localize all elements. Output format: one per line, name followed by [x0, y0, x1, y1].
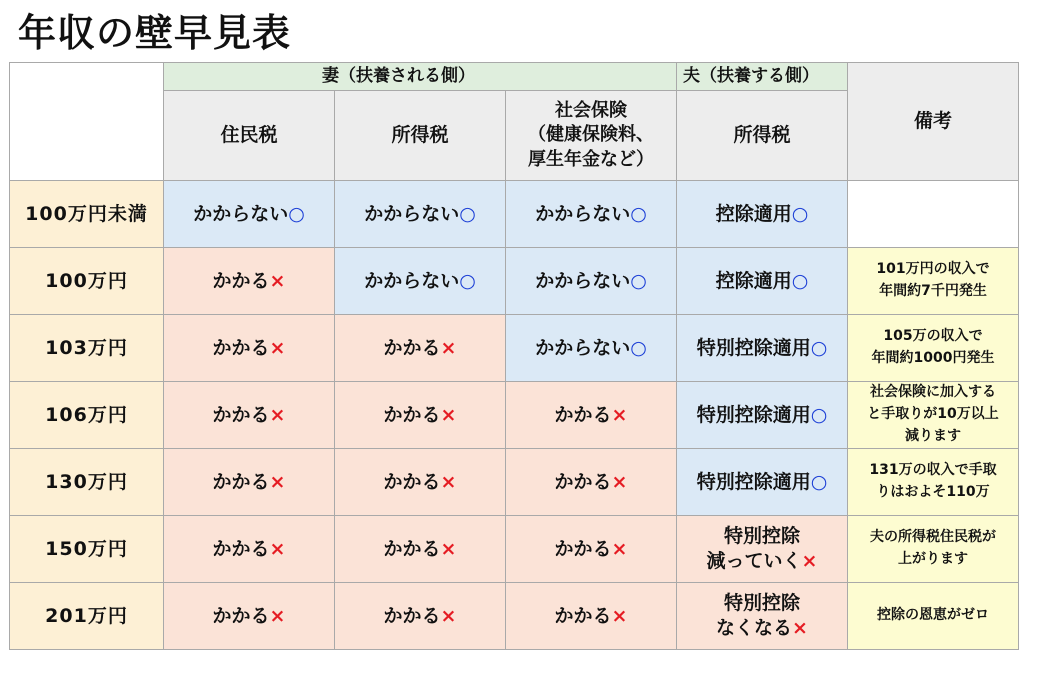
- social-insurance-cell: [506, 516, 677, 583]
- table-row: [10, 248, 1019, 315]
- income-tax-cell: [335, 583, 506, 650]
- circle-mark-icon: ○: [630, 202, 647, 225]
- circle-mark-icon: ○: [459, 269, 476, 292]
- resident-tax-cell-text: かかる: [212, 403, 270, 426]
- circle-mark-icon: ○: [459, 202, 476, 225]
- husband-deduction-line-1: 控除適用: [715, 269, 792, 292]
- income-tax-cell: [335, 315, 506, 382]
- income-wall-table: [9, 62, 1019, 650]
- social-insurance-line-3: 厚生年金など）: [528, 148, 654, 170]
- income-tax-cell: [335, 449, 506, 516]
- social-insurance-cell-text: かかる: [554, 604, 612, 627]
- remark-line-3: 減ります: [905, 427, 961, 444]
- income-level-label: 100万円: [45, 269, 128, 292]
- remarks-cell: [848, 583, 1019, 650]
- income-level-label: 100万円未満: [25, 202, 148, 225]
- resident-tax-cell: [164, 315, 335, 382]
- social-insurance-cell: [506, 449, 677, 516]
- circle-mark-icon: ○: [630, 336, 647, 359]
- remark-line-2: りはおよそ110万: [876, 484, 990, 500]
- social-insurance-cell: [506, 181, 677, 248]
- husband-deduction-cell: [677, 516, 848, 583]
- resident-tax-cell: [164, 449, 335, 516]
- cross-mark-icon: ×: [611, 604, 628, 627]
- income-level-cell: [10, 315, 164, 382]
- column-header-income-tax: 所得税: [335, 91, 506, 181]
- resident-tax-cell: [164, 583, 335, 650]
- remark-line-2: 上がります: [898, 551, 968, 567]
- income-level-label: 103万円: [45, 336, 128, 359]
- income-tax-cell-text: かかる: [383, 604, 441, 627]
- corner-cell: [10, 63, 164, 181]
- resident-tax-cell-text: かかる: [212, 470, 270, 493]
- income-level-cell: [10, 248, 164, 315]
- cross-mark-icon: ×: [440, 470, 457, 493]
- resident-tax-cell: [164, 382, 335, 449]
- income-tax-cell-text: かからない: [364, 269, 460, 292]
- resident-tax-cell: [164, 248, 335, 315]
- remarks-cell: [848, 382, 1019, 449]
- income-level-cell: [10, 449, 164, 516]
- resident-tax-cell: [164, 516, 335, 583]
- social-insurance-cell: [506, 583, 677, 650]
- cross-mark-icon: ×: [440, 604, 457, 627]
- social-insurance-line-2: （健康保険料、: [528, 124, 654, 146]
- income-level-label: 150万円: [45, 537, 128, 560]
- social-insurance-cell-text: かかる: [554, 537, 612, 560]
- cross-mark-icon: ×: [269, 403, 286, 426]
- social-insurance-cell-text: かかる: [554, 403, 612, 426]
- social-insurance-line-1: 社会保険: [555, 100, 627, 122]
- remark-line-1: 101万円の収入で: [876, 261, 990, 278]
- husband-deduction-cell: [677, 382, 848, 449]
- circle-mark-icon: ○: [810, 336, 828, 359]
- remark-line-2: と手取りが10万以上: [867, 406, 999, 423]
- remarks-header: 備考: [848, 63, 1019, 181]
- table-row: [10, 382, 1019, 449]
- remarks-cell: [848, 248, 1019, 315]
- income-level-label: 130万円: [45, 470, 128, 493]
- income-level-cell: [10, 516, 164, 583]
- circle-mark-icon: ○: [810, 470, 828, 493]
- resident-tax-cell-text: かかる: [212, 537, 270, 560]
- remarks-cell: [848, 516, 1019, 583]
- remark-line-1: 控除の恩恵がゼロ: [877, 607, 989, 624]
- social-insurance-cell: [506, 315, 677, 382]
- cross-mark-icon: ×: [611, 470, 628, 493]
- husband-deduction-line-2: なくなる: [716, 617, 793, 639]
- cross-mark-icon: ×: [611, 537, 628, 560]
- cross-mark-icon: ×: [611, 403, 628, 426]
- remark-line-1: 131万の収入で手取: [869, 462, 997, 479]
- wife-group-header: 妻（扶養される側）: [164, 63, 677, 91]
- circle-mark-icon: ○: [630, 269, 647, 292]
- income-level-cell: [10, 382, 164, 449]
- remark-line-2: 年間約1000円発生: [871, 350, 995, 366]
- income-tax-cell-text: かかる: [383, 470, 441, 493]
- social-insurance-cell: [506, 248, 677, 315]
- social-insurance-cell-text: かからない: [535, 269, 631, 292]
- income-level-label: 106万円: [45, 403, 128, 426]
- social-insurance-cell: [506, 382, 677, 449]
- income-tax-cell-text: かからない: [364, 202, 460, 225]
- circle-mark-icon: ○: [791, 269, 809, 292]
- circle-mark-icon: ○: [791, 202, 809, 225]
- husband-group-header: 夫（扶養する側）: [677, 63, 848, 91]
- resident-tax-cell-text: かかる: [212, 604, 270, 627]
- remark-line-1: 社会保険に加入する: [870, 384, 996, 401]
- husband-deduction-line-1: 控除適用: [715, 202, 792, 225]
- income-tax-cell: [335, 248, 506, 315]
- page-title: 年収の壁早見表: [18, 11, 292, 55]
- table-row: [10, 181, 1019, 248]
- remarks-cell: [848, 181, 1019, 248]
- income-tax-cell-text: かかる: [383, 537, 441, 560]
- remark-line-1: 夫の所得税住民税が: [870, 529, 996, 546]
- income-tax-cell-text: かかる: [383, 403, 441, 426]
- husband-deduction-cell: [677, 583, 848, 650]
- table-row: [10, 583, 1019, 650]
- cross-mark-icon: ×: [440, 336, 457, 359]
- cross-mark-icon: ×: [269, 269, 286, 292]
- social-insurance-cell-text: かからない: [535, 202, 631, 225]
- husband-deduction-cell: [677, 181, 848, 248]
- table-body: [10, 181, 1019, 650]
- circle-mark-icon: ○: [810, 403, 828, 426]
- table-row: [10, 449, 1019, 516]
- column-header-social-insurance: [506, 91, 677, 181]
- remark-line-2: 年間約7千円発生: [879, 283, 987, 299]
- husband-deduction-cell: [677, 449, 848, 516]
- husband-deduction-line-1: 特別控除適用: [696, 470, 811, 493]
- husband-deduction-line-2: 減っていく: [706, 550, 802, 572]
- table-row: [10, 315, 1019, 382]
- remarks-cell: [848, 315, 1019, 382]
- income-level-cell: [10, 181, 164, 248]
- table-row: [10, 516, 1019, 583]
- income-level-label: 201万円: [45, 604, 128, 627]
- cross-mark-icon: ×: [269, 336, 286, 359]
- cross-mark-icon: ×: [792, 617, 808, 639]
- husband-deduction-line-1: 特別控除: [723, 592, 800, 615]
- column-header-husband-income-tax: 所得税: [677, 91, 848, 181]
- resident-tax-cell-text: かかる: [212, 336, 270, 359]
- income-tax-cell-text: かかる: [383, 336, 441, 359]
- circle-mark-icon: ○: [288, 202, 305, 225]
- cross-mark-icon: ×: [440, 537, 457, 560]
- husband-deduction-cell: [677, 315, 848, 382]
- income-tax-cell: [335, 181, 506, 248]
- husband-deduction-cell: [677, 248, 848, 315]
- husband-deduction-line-1: 特別控除: [723, 525, 800, 548]
- husband-deduction-line-1: 特別控除適用: [696, 403, 811, 426]
- husband-deduction-line-1: 特別控除適用: [696, 336, 811, 359]
- cross-mark-icon: ×: [269, 604, 286, 627]
- social-insurance-cell-text: かからない: [535, 336, 631, 359]
- social-insurance-cell-text: かかる: [554, 470, 612, 493]
- cross-mark-icon: ×: [269, 470, 286, 493]
- column-header-resident-tax: 住民税: [164, 91, 335, 181]
- remarks-cell: [848, 449, 1019, 516]
- cross-mark-icon: ×: [801, 550, 818, 572]
- cross-mark-icon: ×: [269, 537, 286, 560]
- remark-line-1: 105万の収入で: [883, 328, 983, 345]
- income-tax-cell: [335, 382, 506, 449]
- income-tax-cell: [335, 516, 506, 583]
- resident-tax-cell-text: かかる: [212, 269, 270, 292]
- cross-mark-icon: ×: [440, 403, 457, 426]
- income-level-cell: [10, 583, 164, 650]
- resident-tax-cell-text: かからない: [193, 202, 289, 225]
- resident-tax-cell: [164, 181, 335, 248]
